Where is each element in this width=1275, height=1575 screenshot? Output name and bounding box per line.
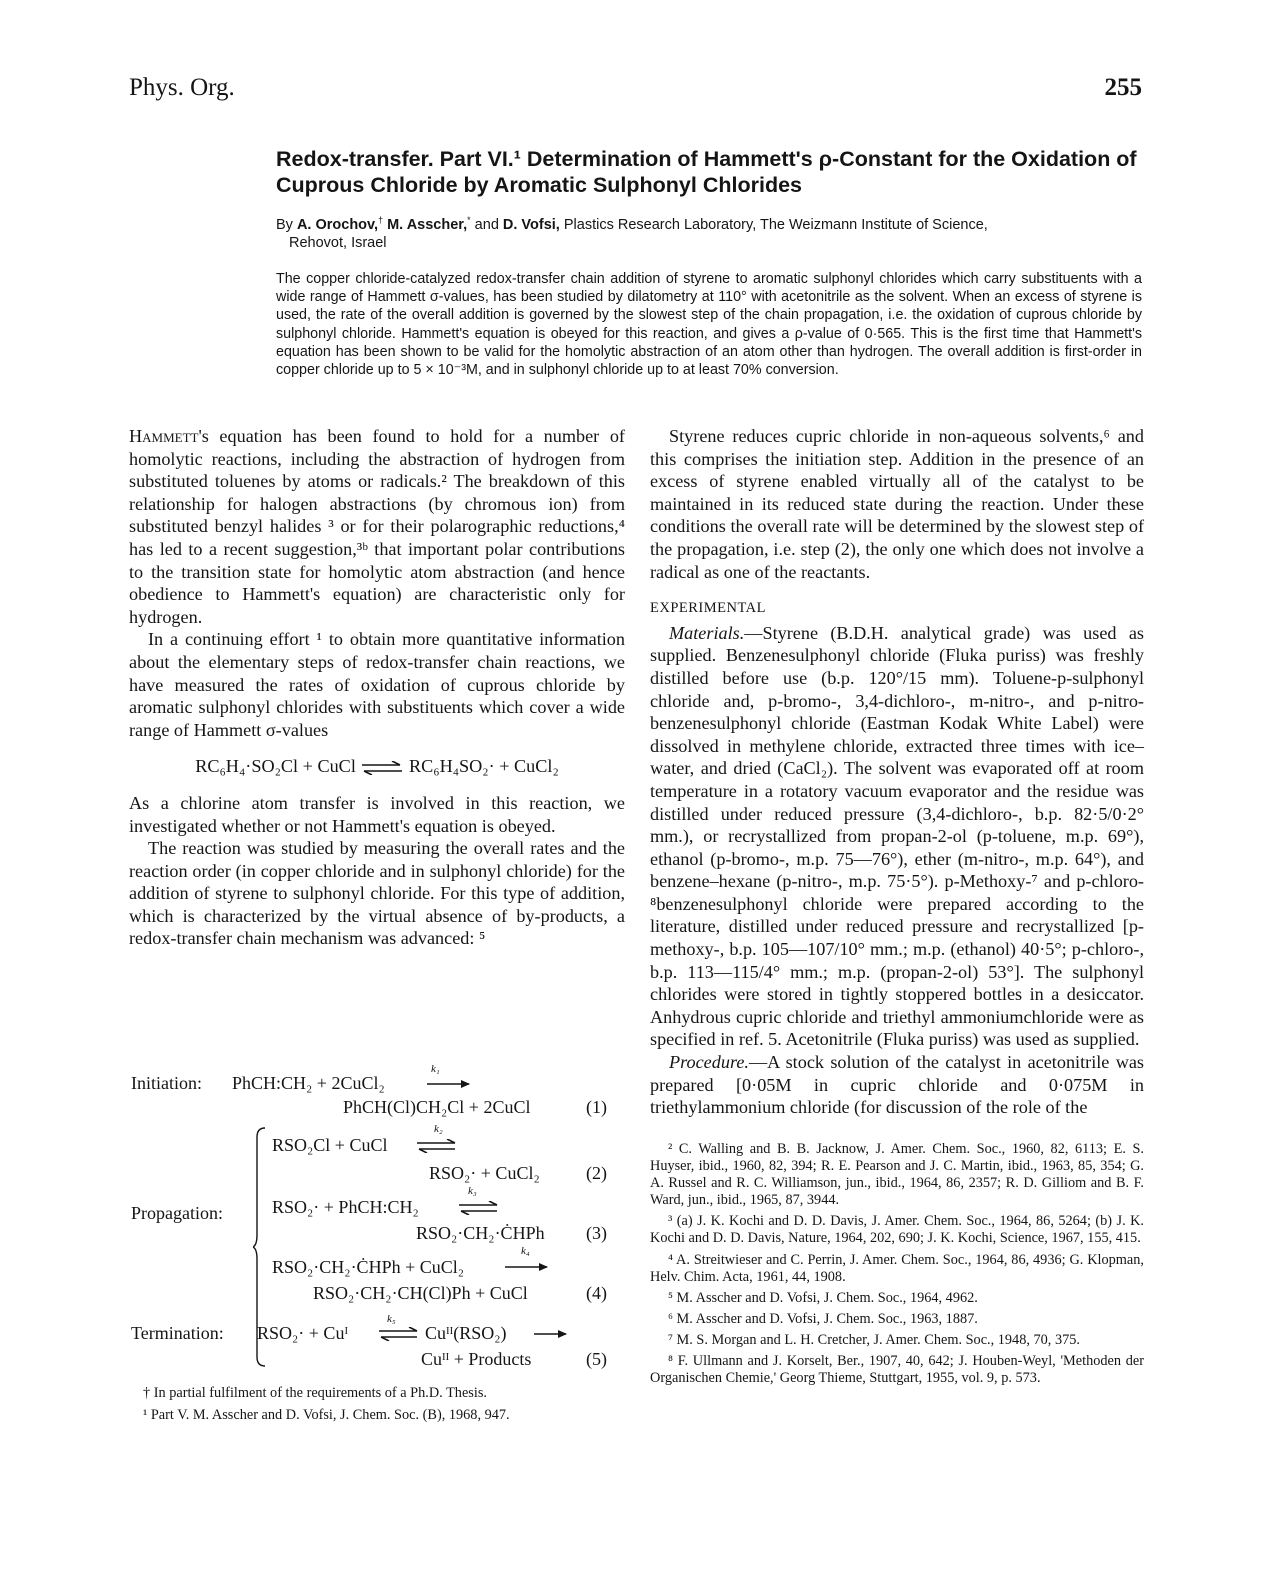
materials-paragraph: [650, 622, 1144, 1051]
abstract: The copper chloride-catalyzed redox-transfer chain addition of styrene to aromatic sulphonyl chlorides which carry substituents with a wide range of Hammett σ-values, has been studied by dilatometry at 110° with acetonitrile as the solvent. When an excess of styrene is used, the rate of the overall addition is governed by the slowest step of the chain propagation, i.e. the oxidation of cuprous chloride by sulphonyl chloride. Hammett's equation is obeyed for this reaction, and gives a ρ-value of 0·565. This is the first time that Hammett's equation has been shown to be valid for the homolytic abstraction of an atom other than hydrogen. The overall addition is first-order in copper chloride up to 5 × 10⁻³M, and in sulphonyl chloride up to at least 70% conversion.: [276, 271, 1142, 379]
equation-number-5: (5): [586, 1349, 607, 1369]
author-orochov: A. Orochov,: [296, 217, 379, 233]
footnote-dagger: † In partial fulfilment of the requirements of a Ph.D. Thesis.: [143, 1385, 487, 1401]
left-column: [129, 425, 625, 950]
materials-text: —Styrene (B.D.H. analytical grade) was used as supplied. Benzenesulphonyl chloride (Fluka puriss) was freshly distilled before use (b.p. 120°/15 mm). Toluene-p-sulphonyl chloride and, p-bromo-, 3,4-dichloro-, m-nitro-, and p-nitro-benzenesulphonyl chloride (Eastman Kodak White Label) were dissolved in methylene chloride, extracted three times with ice–water, and dried (CaCl₂). The solvent was evaporated off at room temperature in a rotatory vacuum evaporator and the residue was distilled under reduced pressure (3,4-dichloro-, b.p. 82·5/0·2° mm.), or recrystallized from propan-2-ol (p-toluene, m.p. 69°), ethanol (p-bromo-, m.p. 75—76°), ether (m-nitro-, m.p. 64°), and benzene–hexane (p-nitro-, m.p. 75·5°). p-Methoxy-⁷ and p-chloro-⁸benzenesulphonyl chloride were prepared according to the literature, distilled under reduced pressure and recrystallized [p-methoxy-, b.p. 105—107/10° mm.; m.p. (ethanol) 40·5°; p-chloro-, b.p. 113—115/4° mm.; m.p. (propan-2-ol) 53°]. The sulphonyl chlorides were stored in tightly stoppered bottles in a desiccator. Anhydrous cupric chloride and triethyl ammoniumchloride were as specified in ref. 5. Acetonitrile (Fluka puriss) was used as supplied.: [650, 622, 1144, 1050]
forward-arrow-icon: [505, 1262, 549, 1272]
termination-products: Cuᴵᴵ + Products: [421, 1349, 532, 1369]
footnote-2: ² C. Walling and B. B. Jacknow, J. Amer. Chem. Soc., 1960, 82, 6113; E. S. Huyser, ibid., 1960, 82, 394; R. E. Pearson and J. C. Martin, ibid., 1963, 85, 354; G. A. Russel and R. C. Williamson, jun., ibid., 1964, 86, 2357; R. D. Gilliom and B. F. Ward, jun., ibid., 1965, 87, 3944.: [650, 1141, 1144, 1209]
asterisk-mark: *: [467, 215, 471, 226]
materials-label: Materials.: [669, 622, 745, 643]
chlorine-transfer-paragraph: As a chlorine atom transfer is involved in this reaction, we investigated whether or not Hammett's equation is obeyed.: [129, 792, 625, 836]
method-paragraph: The reaction was studied by measuring the overall rates and the reaction order (in copper chloride and in sulphonyl chloride) for the addition of styrene to sulphonyl chloride. For this type of addition, which is characterized by the virtual absence of by-products, a redox-transfer chain mechanism was advanced: ⁵: [129, 838, 625, 949]
equation-number-3: (3): [586, 1223, 607, 1243]
rate-constant-k2: k₂: [434, 1123, 443, 1135]
right-column: [650, 425, 1144, 1119]
article-title: Redox-transfer. Part VI.¹ Determination of Hammett's ρ-Constant for the Oxidation of Cuprous Chloride by Aromatic Sulphonyl Chlorides: [276, 147, 1137, 197]
step2-products: RSO₂· + CuCl₂: [429, 1163, 540, 1183]
hammett-lead: Hammett: [129, 426, 199, 446]
rate-constant-k4: k₄: [521, 1245, 530, 1257]
equilibrium-arrow-icon: [417, 1139, 457, 1153]
footnote-6: ⁶ M. Asscher and D. Vofsi, J. Chem. Soc., 1963, 1887.: [668, 1310, 978, 1327]
intro-paragraph-text: 's equation has been found to hold for a number of homolytic reactions, including the abstraction of hydrogen from substituted toluenes by atoms or radicals.² The breakdown of this relationship for halogen abstractions (by chromous ion) from substituted benzyl halides ³ or for their polarographic reductions,⁴ has led to a recent suggestion,³ᵇ that important polar contributions to the transition state for homolytic atom abstraction (and hence obedience to Hammett's equation) are characteristic only for hydrogen.: [129, 426, 625, 627]
step4-products: RSO₂·CH₂·CH(Cl)Ph + CuCl: [313, 1283, 528, 1303]
step3-reactants: RSO₂· + PhCH:CH₂: [272, 1197, 419, 1217]
intro-paragraph: [129, 425, 625, 628]
initiation-label: Initiation:: [131, 1073, 202, 1093]
procedure-paragraph: [650, 1051, 1144, 1119]
termination-intermediate: Cuᴵᴵ(RSO₂): [425, 1323, 507, 1343]
footnote-7: ⁷ M. S. Morgan and L. H. Cretcher, J. Amer. Chem. Soc., 1948, 70, 375.: [668, 1331, 1080, 1348]
right-footnotes: [650, 1141, 1144, 1391]
author-line: [276, 216, 1156, 252]
affiliation-line-2: Rehovot, Israel: [289, 235, 387, 251]
equation-number-2: (2): [586, 1163, 607, 1183]
dagger-mark: †: [378, 215, 384, 226]
affiliation-line-1: Plastics Research Laboratory, The Weizmann Institute of Science,: [559, 217, 988, 233]
step4-reactants: RSO₂·CH₂·ĊHPh + CuCl₂: [272, 1257, 465, 1277]
forward-arrow-icon: [534, 1329, 568, 1339]
equation-number-1: (1): [586, 1097, 607, 1117]
running-head: Phys. Org.: [129, 74, 235, 101]
initiation-paragraph: Styrene reduces cupric chloride in non-aqueous solvents,⁶ and this comprises the initiation step. Addition in the presence of an excess of styrene enabled virtually all of the catalyst to be maintained in its reduced state during the reaction. Under these conditions the overall rate will be determined by the slowest step of the propagation, i.e. step (2), the only one which does not involve a radical as one of the reactants.: [650, 426, 1144, 582]
page-number: 255: [1104, 74, 1142, 101]
step3-products: RSO₂·CH₂·ĊHPh: [416, 1223, 545, 1243]
left-footnotes: [129, 1385, 625, 1428]
rate-constant-k5: k₅: [387, 1313, 396, 1325]
procedure-label: Procedure.: [669, 1052, 749, 1073]
equation-right-side: RC₆H₄SO₂· + CuCl₂: [408, 756, 559, 777]
author-and: and: [470, 217, 503, 233]
byline-prefix: By: [276, 217, 297, 233]
procedure-text: —A stock solution of the catalyst in acetonitrile was prepared [0·05M in cupric chloride and 0·075M in triethylammonium chloride (for discussion of the role of the: [650, 1052, 1144, 1118]
footnote-1: ¹ Part V. M. Asscher and D. Vofsi, J. Chem. Soc. (B), 1968, 947.: [143, 1406, 510, 1423]
termination-label: Termination:: [131, 1323, 224, 1343]
equilibrium-arrow-icon: [360, 761, 404, 775]
author-asscher: M. Asscher,: [383, 217, 468, 233]
equilibrium-arrow-icon: [379, 1327, 419, 1341]
rate-constant-k1: k₁: [431, 1063, 440, 1075]
equilibrium-arrow-icon: [459, 1201, 499, 1215]
rate-constant-k3: k₃: [468, 1185, 477, 1197]
step2-reactants: RSO₂Cl + CuCl: [272, 1135, 388, 1155]
footnote-3: ³ (a) J. K. Kochi and D. D. Davis, J. Amer. Chem. Soc., 1964, 86, 5264; (b) J. K. Kochi and D. D. Davis, Nature, 1964, 202, 690; J. K. Kochi, Science, 1967, 155, 415.: [650, 1213, 1144, 1247]
initiation-reactants: PhCH:CH₂ + 2CuCl₂: [232, 1073, 385, 1093]
experimental-heading: EXPERIMENTAL: [650, 600, 766, 617]
footnote-8: ⁸ F. Ullmann and J. Korselt, Ber., 1907, 40, 642; J. Houben-Weyl, 'Methoden der Organischen Chemie,' Georg Thieme, Stuttgart, 1955, vol. 9, p. 573.: [650, 1353, 1144, 1387]
aim-paragraph: In a continuing effort ¹ to obtain more quantitative information about the elementary steps of redox-transfer chain reactions, we have measured the rates of oxidation of cuprous chloride by aromatic sulphonyl chlorides with substituents which cover a wide range of Hammett σ-values: [129, 629, 625, 740]
footnote-5: ⁵ M. Asscher and D. Vofsi, J. Chem. Soc., 1964, 4962.: [668, 1289, 978, 1306]
footnote-4: ⁴ A. Streitwieser and C. Perrin, J. Amer. Chem. Soc., 1964, 86, 4936; G. Klopman, Helv. Chim. Acta, 1961, 44, 1908.: [650, 1251, 1144, 1285]
equation-number-4: (4): [586, 1283, 607, 1303]
initiation-products: PhCH(Cl)CH₂Cl + 2CuCl: [343, 1097, 531, 1117]
author-vofsi: D. Vofsi,: [502, 217, 560, 233]
redox-equation: [129, 755, 625, 778]
equation-left-side: RC₆H₄·SO₂Cl + CuCl: [195, 756, 356, 777]
reaction-scheme: [131, 1063, 627, 1377]
propagation-label: Propagation:: [131, 1203, 223, 1223]
termination-reactants: RSO₂· + Cuᴵ: [257, 1323, 349, 1343]
forward-arrow-icon: [427, 1079, 471, 1089]
